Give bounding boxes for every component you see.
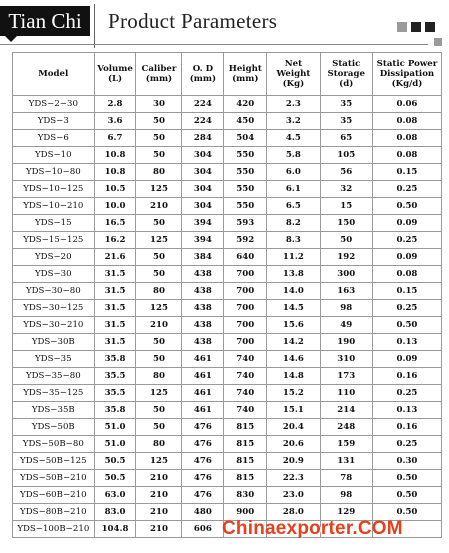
column-header: Volume (L) xyxy=(94,53,136,96)
value-cell: 98 xyxy=(320,487,372,504)
value-cell: 28.0 xyxy=(267,504,320,521)
value-cell: 815 xyxy=(224,436,267,453)
model-cell: YDS−100B−210 xyxy=(13,521,95,538)
value-cell: 30 xyxy=(136,96,182,113)
page-header xyxy=(0,0,449,50)
model-cell: YDS−3 xyxy=(13,113,95,130)
value-cell: 304 xyxy=(182,147,224,164)
value-cell: 11.2 xyxy=(267,249,320,266)
value-cell: 6.0 xyxy=(267,164,320,181)
value-cell: 815 xyxy=(224,453,267,470)
value-cell: 0.25 xyxy=(372,385,441,402)
table-row xyxy=(13,385,442,402)
value-cell: 310 xyxy=(320,351,372,368)
value-cell: 15.2 xyxy=(267,385,320,402)
value-cell: 284 xyxy=(182,130,224,147)
value-cell: 50 xyxy=(320,232,372,249)
value-cell: 815 xyxy=(224,419,267,436)
value-cell: 14.6 xyxy=(267,351,320,368)
model-cell: YDS−15 xyxy=(13,215,95,232)
column-header: O. D (mm) xyxy=(182,53,224,96)
value-cell: 0.25 xyxy=(372,181,441,198)
decor-square-icon xyxy=(411,22,421,32)
value-cell: 0.50 xyxy=(372,504,441,521)
value-cell: 2.8 xyxy=(94,96,136,113)
value-cell: 49 xyxy=(320,317,372,334)
value-cell: 384 xyxy=(182,249,224,266)
value-cell: 214 xyxy=(320,402,372,419)
value-cell: 450 xyxy=(224,113,267,130)
column-header: Static Power Dissipation (Kg/d) xyxy=(372,53,441,96)
value-cell: 504 xyxy=(224,130,267,147)
value-cell: 461 xyxy=(182,402,224,419)
value-cell: 740 xyxy=(224,368,267,385)
value-cell: 438 xyxy=(182,334,224,351)
value-cell: 0.15 xyxy=(372,164,441,181)
value-cell: 10.8 xyxy=(94,147,136,164)
value-cell: 2.3 xyxy=(267,96,320,113)
value-cell: 159 xyxy=(320,436,372,453)
value-cell: 700 xyxy=(224,317,267,334)
table-body xyxy=(13,96,442,538)
model-cell: YDS−30B xyxy=(13,334,95,351)
value-cell: 0.09 xyxy=(372,249,441,266)
value-cell: 0.09 xyxy=(372,351,441,368)
value-cell: 0.09 xyxy=(372,215,441,232)
value-cell: 550 xyxy=(224,198,267,215)
value-cell: 480 xyxy=(182,504,224,521)
value-cell: 65 xyxy=(320,130,372,147)
value-cell: 3.2 xyxy=(267,113,320,130)
value-cell: 0.13 xyxy=(372,334,441,351)
value-cell: 461 xyxy=(182,385,224,402)
value-cell: 461 xyxy=(182,368,224,385)
value-cell: 125 xyxy=(136,385,182,402)
value-cell: 35 xyxy=(320,113,372,130)
value-cell: 3.6 xyxy=(94,113,136,130)
model-cell: YDS−80B−210 xyxy=(13,504,95,521)
value-cell: 740 xyxy=(224,402,267,419)
value-cell: 592 xyxy=(224,232,267,249)
model-cell: YDS−60B−210 xyxy=(13,487,95,504)
value-cell: 163 xyxy=(320,283,372,300)
model-cell: YDS−20 xyxy=(13,249,95,266)
value-cell: 105 xyxy=(320,147,372,164)
value-cell: 125 xyxy=(136,300,182,317)
value-cell: 14.0 xyxy=(267,283,320,300)
value-cell: 80 xyxy=(136,436,182,453)
model-cell: YDS−35−125 xyxy=(13,385,95,402)
model-cell: YDS−35 xyxy=(13,351,95,368)
value-cell: 22.3 xyxy=(267,470,320,487)
value-cell: 129 xyxy=(320,504,372,521)
value-cell: 104.8 xyxy=(94,521,136,538)
table-row xyxy=(13,300,442,317)
value-cell: 0.08 xyxy=(372,113,441,130)
value-cell: 6.5 xyxy=(267,198,320,215)
table-row xyxy=(13,283,442,300)
value-cell: 6.1 xyxy=(267,181,320,198)
value-cell: 20.9 xyxy=(267,453,320,470)
value-cell: 224 xyxy=(182,113,224,130)
column-header: Net Weight (Kg) xyxy=(267,53,320,96)
model-cell: YDS−10−125 xyxy=(13,181,95,198)
value-cell: 190 xyxy=(320,334,372,351)
table-row xyxy=(13,215,442,232)
model-cell: YDS−10 xyxy=(13,147,95,164)
value-cell: 0.15 xyxy=(372,283,441,300)
value-cell: 210 xyxy=(136,487,182,504)
model-cell: YDS−10−210 xyxy=(13,198,95,215)
model-cell: YDS−30−125 xyxy=(13,300,95,317)
value-cell: 550 xyxy=(224,147,267,164)
model-cell: YDS−50B−125 xyxy=(13,453,95,470)
value-cell: 31.5 xyxy=(94,266,136,283)
table-row xyxy=(13,96,442,113)
value-cell: 35.8 xyxy=(94,402,136,419)
value-cell: 50 xyxy=(136,419,182,436)
value-cell: 304 xyxy=(182,198,224,215)
table-row xyxy=(13,113,442,130)
value-cell: 6.7 xyxy=(94,130,136,147)
watermark: Chinaexporter.COM xyxy=(222,518,403,539)
value-cell: 0.50 xyxy=(372,487,441,504)
header-rule xyxy=(0,44,428,45)
value-cell: 438 xyxy=(182,300,224,317)
decor-square-icon xyxy=(425,22,435,32)
value-cell: 394 xyxy=(182,215,224,232)
value-cell: 78 xyxy=(320,470,372,487)
value-cell: 640 xyxy=(224,249,267,266)
table-row xyxy=(13,368,442,385)
model-cell: YDS−50B−210 xyxy=(13,470,95,487)
value-cell: 173 xyxy=(320,368,372,385)
model-cell: YDS−15−125 xyxy=(13,232,95,249)
value-cell: 8.2 xyxy=(267,215,320,232)
value-cell: 10.8 xyxy=(94,164,136,181)
value-cell: 0.25 xyxy=(372,300,441,317)
value-cell: 461 xyxy=(182,351,224,368)
value-cell: 0.30 xyxy=(372,453,441,470)
value-cell: 0.50 xyxy=(372,198,441,215)
value-cell: 0.50 xyxy=(372,470,441,487)
value-cell: 210 xyxy=(136,198,182,215)
model-cell: YDS−50B−80 xyxy=(13,436,95,453)
model-cell: YDS−2−30 xyxy=(13,96,95,113)
value-cell: 700 xyxy=(224,283,267,300)
value-cell: 10.0 xyxy=(94,198,136,215)
column-header: Static Storage (d) xyxy=(320,53,372,96)
value-cell: 210 xyxy=(136,521,182,538)
value-cell: 35.5 xyxy=(94,368,136,385)
model-cell: YDS−10−80 xyxy=(13,164,95,181)
value-cell: 51.0 xyxy=(94,419,136,436)
table-row xyxy=(13,266,442,283)
table-row xyxy=(13,164,442,181)
value-cell: 10.5 xyxy=(94,181,136,198)
value-cell: 0.50 xyxy=(372,317,441,334)
value-cell: 606 xyxy=(182,521,224,538)
table-row xyxy=(13,402,442,419)
value-cell: 80 xyxy=(136,368,182,385)
table-row xyxy=(13,436,442,453)
value-cell: 50 xyxy=(136,130,182,147)
value-cell: 125 xyxy=(136,453,182,470)
value-cell: 550 xyxy=(224,181,267,198)
value-cell: 125 xyxy=(136,181,182,198)
value-cell: 20.6 xyxy=(267,436,320,453)
value-cell: 23.0 xyxy=(267,487,320,504)
table-row xyxy=(13,453,442,470)
value-cell: 63.0 xyxy=(94,487,136,504)
value-cell: 476 xyxy=(182,453,224,470)
value-cell: 110 xyxy=(320,385,372,402)
value-cell: 304 xyxy=(182,181,224,198)
header-divider xyxy=(94,4,95,48)
value-cell: 35.5 xyxy=(94,385,136,402)
value-cell: 50 xyxy=(136,351,182,368)
value-cell: 31.5 xyxy=(94,334,136,351)
value-cell: 50 xyxy=(136,266,182,283)
model-cell: YDS−50B xyxy=(13,419,95,436)
value-cell: 900 xyxy=(224,504,267,521)
product-parameters-table xyxy=(12,52,442,538)
brand-logo: Tian Chi xyxy=(0,6,90,36)
value-cell: 438 xyxy=(182,266,224,283)
value-cell: 21.6 xyxy=(94,249,136,266)
value-cell: 50 xyxy=(136,147,182,164)
value-cell: 50 xyxy=(136,113,182,130)
value-cell: 14.8 xyxy=(267,368,320,385)
value-cell: 131 xyxy=(320,453,372,470)
value-cell: 98 xyxy=(320,300,372,317)
value-cell: 50 xyxy=(136,249,182,266)
column-header: Model xyxy=(13,53,95,96)
value-cell: 394 xyxy=(182,232,224,249)
value-cell: 51.0 xyxy=(94,436,136,453)
value-cell: 4.5 xyxy=(267,130,320,147)
value-cell: 420 xyxy=(224,96,267,113)
value-cell: 0.25 xyxy=(372,436,441,453)
value-cell: 476 xyxy=(182,436,224,453)
brand-notch-decoration xyxy=(5,36,17,42)
value-cell: 740 xyxy=(224,351,267,368)
table-row xyxy=(13,249,442,266)
value-cell: 15 xyxy=(320,198,372,215)
value-cell: 50 xyxy=(136,215,182,232)
value-cell: 32 xyxy=(320,181,372,198)
value-cell: 14.5 xyxy=(267,300,320,317)
value-cell: 700 xyxy=(224,266,267,283)
value-cell: 5.8 xyxy=(267,147,320,164)
column-header: Caliber (mm) xyxy=(136,53,182,96)
model-cell: YDS−30−210 xyxy=(13,317,95,334)
value-cell: 50.5 xyxy=(94,453,136,470)
model-cell: YDS−35B xyxy=(13,402,95,419)
value-cell: 0.16 xyxy=(372,368,441,385)
value-cell: 0.08 xyxy=(372,147,441,164)
value-cell: 50 xyxy=(136,334,182,351)
value-cell: 0.08 xyxy=(372,266,441,283)
table-header-row xyxy=(13,53,442,96)
value-cell: 35.8 xyxy=(94,351,136,368)
model-cell: YDS−30 xyxy=(13,266,95,283)
value-cell: 0.08 xyxy=(372,130,441,147)
value-cell: 35 xyxy=(320,96,372,113)
value-cell: 192 xyxy=(320,249,372,266)
value-cell: 0.06 xyxy=(372,96,441,113)
value-cell: 50 xyxy=(136,402,182,419)
decor-square-icon xyxy=(397,22,407,32)
value-cell: 15.1 xyxy=(267,402,320,419)
model-cell: YDS−35−80 xyxy=(13,368,95,385)
value-cell: 476 xyxy=(182,470,224,487)
value-cell: 31.5 xyxy=(94,300,136,317)
value-cell: 210 xyxy=(136,470,182,487)
value-cell: 210 xyxy=(136,504,182,521)
value-cell: 56 xyxy=(320,164,372,181)
value-cell: 15.6 xyxy=(267,317,320,334)
decor-square-icon xyxy=(434,38,442,46)
value-cell: 20.4 xyxy=(267,419,320,436)
table-row xyxy=(13,334,442,351)
value-cell: 550 xyxy=(224,164,267,181)
value-cell: 476 xyxy=(182,487,224,504)
value-cell: 13.8 xyxy=(267,266,320,283)
value-cell: 83.0 xyxy=(94,504,136,521)
table-row xyxy=(13,198,442,215)
value-cell: 830 xyxy=(224,487,267,504)
table-row xyxy=(13,181,442,198)
value-cell: 0.16 xyxy=(372,419,441,436)
value-cell: 125 xyxy=(136,232,182,249)
table-row xyxy=(13,232,442,249)
value-cell: 0.25 xyxy=(372,232,441,249)
page-title: Product Parameters xyxy=(108,9,278,33)
value-cell: 300 xyxy=(320,266,372,283)
value-cell: 593 xyxy=(224,215,267,232)
table-row xyxy=(13,470,442,487)
value-cell: 8.3 xyxy=(267,232,320,249)
value-cell: 700 xyxy=(224,300,267,317)
value-cell: 815 xyxy=(224,470,267,487)
value-cell: 50.5 xyxy=(94,470,136,487)
model-cell: YDS−6 xyxy=(13,130,95,147)
value-cell: 31.5 xyxy=(94,317,136,334)
value-cell: 740 xyxy=(224,385,267,402)
value-cell: 14.2 xyxy=(267,334,320,351)
table-row xyxy=(13,130,442,147)
value-cell: 80 xyxy=(136,164,182,181)
value-cell: 31.5 xyxy=(94,283,136,300)
table-row xyxy=(13,147,442,164)
value-cell: 0.13 xyxy=(372,402,441,419)
value-cell: 248 xyxy=(320,419,372,436)
table-row xyxy=(13,487,442,504)
column-header: Height (mm) xyxy=(224,53,267,96)
value-cell: 700 xyxy=(224,334,267,351)
value-cell: 304 xyxy=(182,164,224,181)
value-cell: 80 xyxy=(136,283,182,300)
table-row xyxy=(13,317,442,334)
model-cell: YDS−30−80 xyxy=(13,283,95,300)
value-cell: 476 xyxy=(182,419,224,436)
value-cell: 438 xyxy=(182,317,224,334)
table-row xyxy=(13,419,442,436)
value-cell: 150 xyxy=(320,215,372,232)
value-cell: 16.5 xyxy=(94,215,136,232)
value-cell: 210 xyxy=(136,317,182,334)
value-cell: 224 xyxy=(182,96,224,113)
value-cell: 438 xyxy=(182,283,224,300)
table-row xyxy=(13,351,442,368)
value-cell: 16.2 xyxy=(94,232,136,249)
